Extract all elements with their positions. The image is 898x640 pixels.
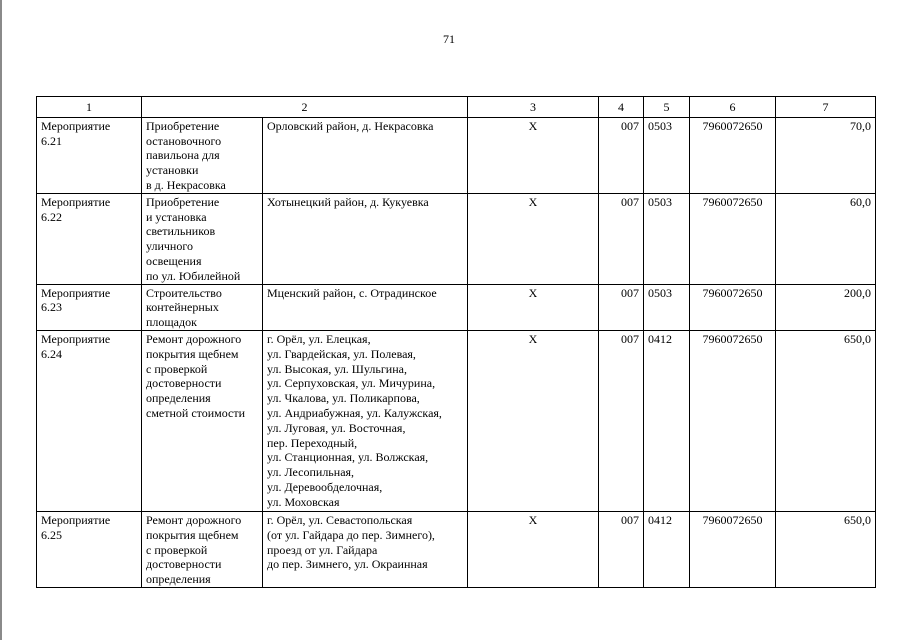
col5-cell: 0503 bbox=[644, 117, 690, 193]
col7-cell: 200,0 bbox=[776, 284, 876, 330]
col6-cell: 7960072650 bbox=[690, 330, 776, 511]
table-row bbox=[37, 284, 876, 330]
description-cell: Ремонт дорожного покрытия щебнем с проверкой достоверности определения bbox=[142, 511, 263, 587]
col3-cell: Х bbox=[468, 330, 599, 511]
header-cell-4: 4 bbox=[599, 97, 644, 118]
event-cell: Мероприятие 6.25 bbox=[37, 511, 142, 587]
col5-cell: 0412 bbox=[644, 511, 690, 587]
location-cell: Орловский район, д. Некрасовка bbox=[263, 117, 468, 193]
col4-cell: 007 bbox=[599, 117, 644, 193]
col3-cell: Х bbox=[468, 284, 599, 330]
table-row bbox=[37, 193, 876, 284]
col7-cell: 650,0 bbox=[776, 330, 876, 511]
col5-cell: 0412 bbox=[644, 330, 690, 511]
col4-cell: 007 bbox=[599, 284, 644, 330]
col4-cell: 007 bbox=[599, 511, 644, 587]
col5-cell: 0503 bbox=[644, 193, 690, 284]
col3-cell: Х bbox=[468, 117, 599, 193]
description-cell: Приобретение и установка светильников уличного освещения по ул. Юбилейной bbox=[142, 193, 263, 284]
description-cell: Строительство контейнерных площадок bbox=[142, 284, 263, 330]
header-cell-1: 1 bbox=[37, 97, 142, 118]
event-cell: Мероприятие 6.22 bbox=[37, 193, 142, 284]
event-cell: Мероприятие 6.24 bbox=[37, 330, 142, 511]
location-cell: г. Орёл, ул. Елецкая, ул. Гвардейская, ул. Полевая, ул. Высокая, ул. Шульгина, ул. Серпуховская, ул. Мичурина, ул. Чкалова, ул. Поликарпова, ул. Андриабужная, ул. Калужская, ул. Луговая, ул. Восточная, пер. Переходный, ул. Станционная, ул. Волжская, ул. Лесопильная, ул. Деревообделочная, ул. Моховская bbox=[263, 330, 468, 511]
col5-cell: 0503 bbox=[644, 284, 690, 330]
location-cell: Мценский район, с. Отрадинское bbox=[263, 284, 468, 330]
header-cell-7: 7 bbox=[776, 97, 876, 118]
header-cell-3: 3 bbox=[468, 97, 599, 118]
col3-cell: Х bbox=[468, 511, 599, 587]
table-row bbox=[37, 511, 876, 587]
col6-cell: 7960072650 bbox=[690, 284, 776, 330]
header-cell-5: 5 bbox=[644, 97, 690, 118]
header-row bbox=[37, 97, 876, 118]
description-cell: Ремонт дорожного покрытия щебнем с проверкой достоверности определения сметной стоимости bbox=[142, 330, 263, 511]
table-row bbox=[37, 117, 876, 193]
col4-cell: 007 bbox=[599, 330, 644, 511]
location-cell: Хотынецкий район, д. Кукуевка bbox=[263, 193, 468, 284]
col6-cell: 7960072650 bbox=[690, 117, 776, 193]
table-row bbox=[37, 330, 876, 511]
scan-edge bbox=[0, 0, 2, 640]
col7-cell: 60,0 bbox=[776, 193, 876, 284]
col6-cell: 7960072650 bbox=[690, 193, 776, 284]
location-cell: г. Орёл, ул. Севастопольская (от ул. Гайдара до пер. Зимнего), проезд от ул. Гайдара до пер. Зимнего, ул. Окраинная bbox=[263, 511, 468, 587]
col7-cell: 70,0 bbox=[776, 117, 876, 193]
header-cell-2: 2 bbox=[142, 97, 468, 118]
col6-cell: 7960072650 bbox=[690, 511, 776, 587]
col4-cell: 007 bbox=[599, 193, 644, 284]
event-cell: Мероприятие 6.23 bbox=[37, 284, 142, 330]
page-number: 71 bbox=[443, 32, 455, 46]
event-cell: Мероприятие 6.21 bbox=[37, 117, 142, 193]
description-cell: Приобретение остановочного павильона для установки в д. Некрасовка bbox=[142, 117, 263, 193]
budget-table bbox=[36, 96, 876, 588]
col7-cell: 650,0 bbox=[776, 511, 876, 587]
col3-cell: Х bbox=[468, 193, 599, 284]
header-cell-6: 6 bbox=[690, 97, 776, 118]
